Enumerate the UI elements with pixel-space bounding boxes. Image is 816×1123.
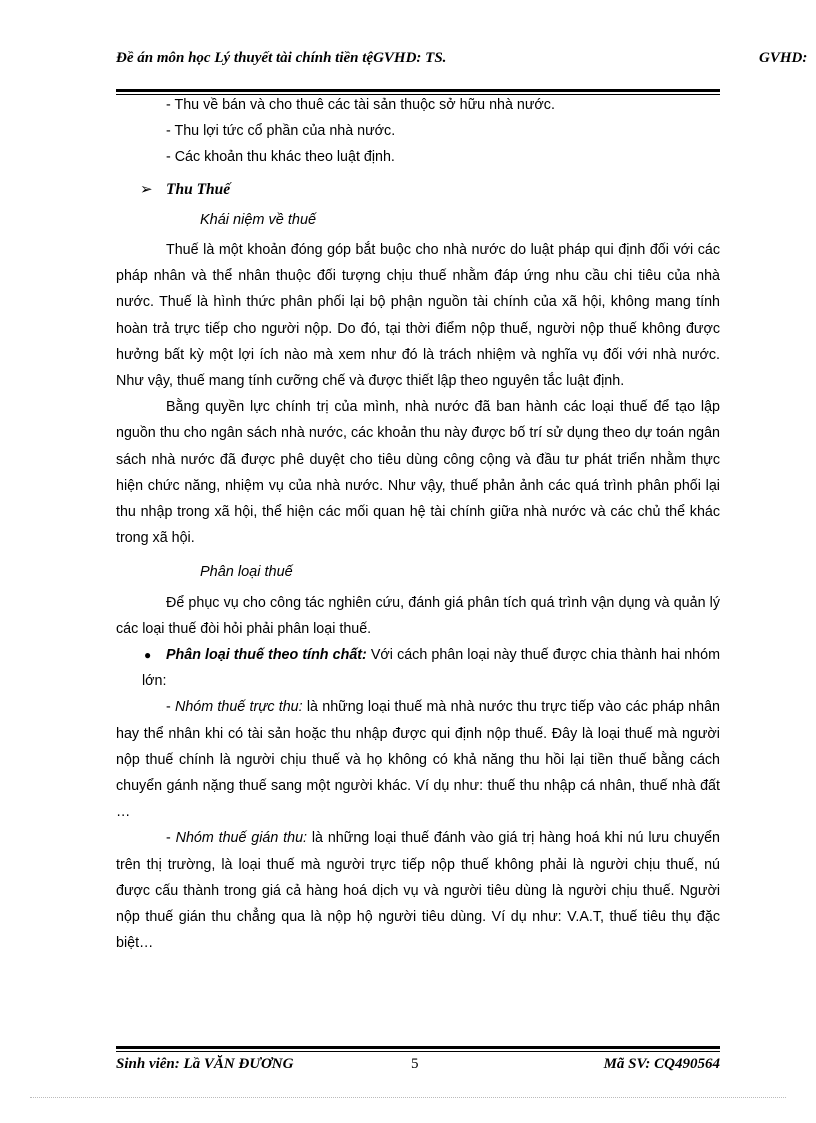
footer-student-id: Mã SV: CQ490564	[603, 1056, 720, 1072]
dash-prefix: -	[166, 699, 176, 716]
dash-prefix: -	[166, 830, 176, 847]
subheading-concept: Khái niệm về thuế	[200, 211, 317, 228]
section-heading-text: Thu Thuế	[166, 180, 231, 198]
paragraph-indirect-tax	[116, 825, 720, 956]
header-gvhd: GVHD:	[759, 50, 808, 66]
indirect-tax-label: Nhóm thuế gián thu:	[175, 830, 308, 847]
subheading-classification: Phân loại thuế	[200, 564, 293, 581]
indirect-tax-text: là những loại thuế đánh vào giá trị hàng hoá khi nú lưu chuyển trên thị trường, là loại thuế mà người trực tiếp nộp thuế không phải là người chịu thuế, nú được cấu thành trong giá cả hàng hoá dịch vụ và người tiêu dùng là người chịu thuế. Người nộp thuế gián thu chẳng qua là nộp hộ người tiêu dùng. Ví dụ như: V.A.T, thuế tiêu thụ đặc biệt…	[116, 830, 721, 952]
paragraph-classification-intro: Để phục vụ cho công tác nghiên cứu, đánh giá phân tích quá trình vận dụng và quản lý các loại thuế đòi hỏi phải phân loại thuế.	[116, 594, 720, 637]
bullet-text: Với cách phân loại này thuế được chia thành hai nhóm lớn:	[142, 647, 720, 690]
list-item: - Các khoản thu khác theo luật định.	[166, 149, 395, 166]
direct-tax-label: Nhóm thuế trực thu:	[175, 699, 303, 716]
bullet-icon: ●	[144, 648, 152, 663]
footer-student: Sinh viên: Lầ VĂN ĐƯƠNG	[116, 1056, 294, 1072]
section-heading	[116, 177, 720, 203]
page-number: 5	[411, 1056, 419, 1072]
list-item: - Thu lợi tức cổ phần của nhà nước.	[166, 123, 396, 140]
footer-rule-thick	[116, 1046, 720, 1049]
list-item: - Thu về bán và cho thuê các tài sản thuộc sở hữu nhà nước.	[166, 97, 555, 113]
bullet-label: Phân loại thuế theo tính chất:	[166, 647, 367, 664]
direct-tax-text: là những loại thuế mà nhà nước thu trực tiếp vào các pháp nhân hay thể nhân khi có tài sản hoặc thu nhập được qui định nộp thuế. Đây là loại thuế mà người nộp thuế chính là người chịu thuế và họ không có khả năng thu hồi lại tiền thuế bằng cách chuyển gánh nặng thuế sang một người khác. Ví dụ như: thuế thu nhập cá nhân, thuế nhà đất …	[116, 699, 720, 821]
paragraph-role: Bằng quyền lực chính trị của mình, nhà nước đã ban hành các loại thuế để tạo lập nguồn thu cho ngân sách nhà nước, các khoản thu này được bố trí sử dụng theo dự toán ngân sách nhà nước đã được phê duyệt cho tiêu dùng công cộng và đầu tư phát triển nhằm thực hiện chức năng, nhiệm vụ của nhà nước. Như vậy, thuế phản ảnh các quá trình phân phối lại thu nhập trong xã hội, thể hiện các mối quan hệ tài chính giữa nhà nước và các chủ thể khác trong xã hội.	[116, 399, 720, 547]
page-body	[116, 92, 720, 957]
paragraph-definition: Thuế là một khoản đóng góp bắt buộc cho nhà nước do luật pháp qui định đối với các pháp nhân và thể nhân thuộc đối tượng chịu thuế nhằm đáp ứng nhu cầu chi tiêu của nhà nước. Thuế là hình thức phân phối lại bộ phận nguồn tài chính của xã hội, không mang tính hoàn trả trực tiếp cho người nộp. Do đó, tại thời điểm nộp thuế, người nộp thuế không được hưởng bất kỳ một lợi ích nào mà xem như đó là trách nhiệm và nghĩa vụ đối với nhà nước. Như vậy, thuế mang tính cưỡng chế và được thiết lập theo nguyên tắc luật định.	[116, 242, 720, 390]
paragraph-direct-tax	[116, 694, 720, 825]
footer-rule-thin	[116, 1051, 720, 1052]
bullet-item	[116, 642, 720, 694]
header-title: Đề án môn học Lý thuyết tài chính tiền tệGVHD: TS.	[116, 50, 447, 66]
arrowhead-icon: ➢	[140, 180, 153, 198]
page-bottom-dotted-divider	[30, 1097, 786, 1098]
